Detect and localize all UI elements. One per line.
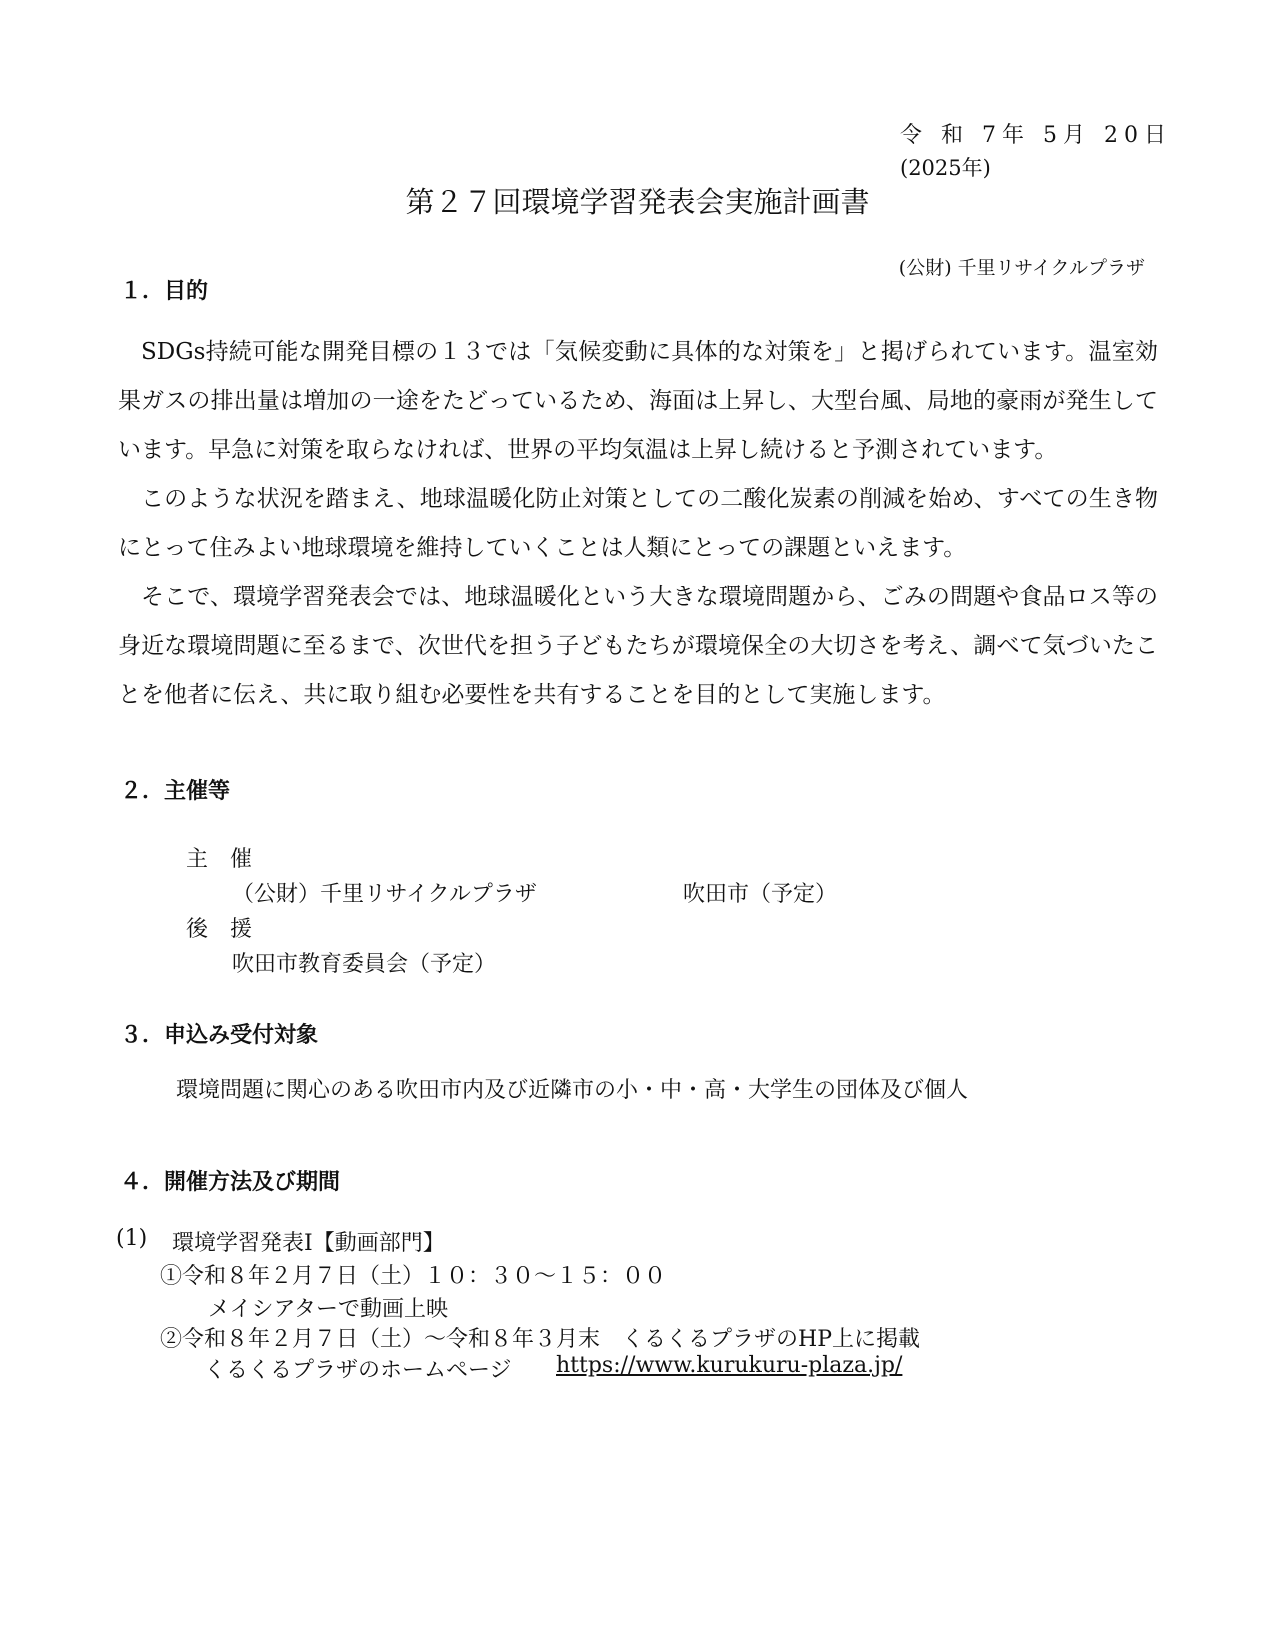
item-title: 環境学習発表Ⅰ【動画部門】 (172, 1231, 445, 1256)
homepage-label: くるくるプラザのホームページ (204, 1358, 512, 1383)
host-city: 吹田市（予定） (683, 882, 838, 907)
section-4-heading: ４．開催方法及び期間 (120, 1170, 341, 1195)
purpose-paragraph-1: SDGs持続可能な開発目標の１３では「気候変動に具体的な対策を」と掲げられています。温室効果ガスの排出量は増加の一途をたどっているため、海面は上昇し、大型台風、局地的豪雨が発生しています。早急に対策を取らなければ、世界の平均気温は上昇し続けると予測されています。 (118, 339, 1158, 463)
issuing-organization: (公財) 千里リサイクルプラザ (898, 257, 1145, 279)
section-3-heading: ３．申込み受付対象 (120, 1023, 319, 1048)
eligibility-text: 環境問題に関心のある吹田市内及び近隣市の小・中・高・大学生の団体及び個人 (176, 1078, 969, 1103)
schedule-line-3: ②令和８年２月７日（土）～令和８年３月末 くるくるプラザのHP上に掲載 (160, 1327, 920, 1352)
purpose-paragraph-2: このような状況を踏まえ、地球温暖化防止対策としての二酸化炭素の削減を始め、すべての生き物にとって住みよい地球環境を維持していくことは人類にとっての課題といえます。 (118, 486, 1158, 561)
section-1-heading: １．目的 (120, 279, 209, 304)
section-1-body (118, 328, 1158, 720)
document-year: (2025年) (900, 156, 991, 180)
document-date: 令 和 7年 5月 20日 (900, 123, 1172, 148)
schedule-line-2: メイシアターで動画上映 (208, 1297, 449, 1322)
schedule-line-1: ①令和８年２月７日（土）１０：３０～１５：００ (160, 1264, 667, 1289)
host-organization: （公財）千里リサイクルプラザ (232, 882, 537, 907)
support-label: 後 援 (186, 917, 253, 942)
host-label: 主 催 (186, 847, 253, 872)
support-organization: 吹田市教育委員会（予定） (232, 952, 497, 977)
item-number: (1) (116, 1226, 148, 1251)
purpose-paragraph-3: そこで、環境学習発表会では、地球温暖化という大きな環境問題から、ごみの問題や食品ロス等の身近な環境問題に至るまで、次世代を担う子どもたちが環境保全の大切さを考え、調べて気づいたことを他者に伝え、共に取り組む必要性を共有することを目的として実施します。 (118, 584, 1158, 708)
document-title: 第２７回環境学習発表会実施計画書 (405, 185, 870, 219)
section-2-heading: ２．主催等 (120, 779, 231, 804)
homepage-link[interactable]: https://www.kurukuru-plaza.jp/ (556, 1353, 903, 1378)
